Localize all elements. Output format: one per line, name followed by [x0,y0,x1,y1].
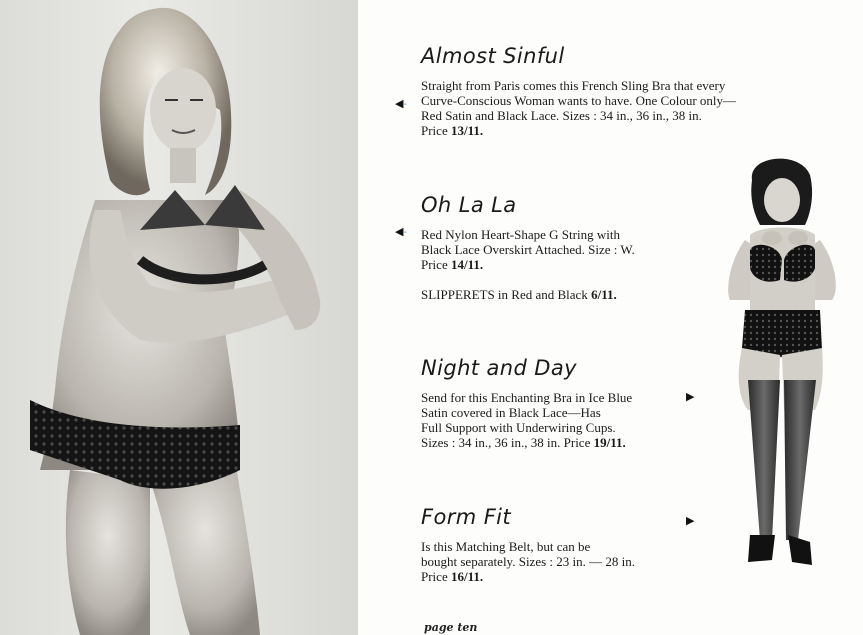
dash-icon: - [403,99,408,110]
product-description: Is this Matching Belt, but can be bought separately. Sizes : 23 in. — 28 in. Price 16/11. [421,539,635,584]
product-price: Price 13/11. [421,123,484,138]
left-model-photo [0,0,358,635]
arrow-left-icon: ◀ [395,225,404,238]
product-title: Night and Day [421,356,577,380]
product-price: Price 16/11. [421,569,484,584]
product-description: Send for this Enchanting Bra in Ice Blue Satin covered in Black Lace—Has Full Support with Underwiring Cups. Sizes : 34 in., 36 in., 38 in. Price 19/11. [421,390,633,450]
product-almost-sinful [421,44,841,138]
arrow-right-icon: ▶ [686,390,695,403]
left-arrow-marker-2 [395,226,407,238]
dash-icon: - [403,227,408,238]
product-price: Price 19/11. [563,435,626,450]
left-arrow-marker-1 [395,98,407,110]
product-description: Red Nylon Heart-Shape G String with Black Lace Overskirt Attached. Size : W. Price 14/11. [421,227,635,272]
product-description: Straight from Paris comes this French Sling Bra that every Curve-Conscious Woman wants to have. One Colour only— Red Satin and Black Lace. Sizes : 34 in., 36 in., 38 in. Price 13/11. [421,78,737,138]
product-title: Almost Sinful [421,44,565,68]
arrow-right-icon: ▶ [686,514,695,527]
left-model-illustration [0,0,358,635]
product-price: Price 14/11. [421,257,484,272]
page-number: page ten [424,621,478,634]
slipperets-line: SLIPPERETS in Red and Black 6/11. [421,287,617,302]
product-oh-la-la [421,193,841,302]
arrow-left-icon: ◀ [395,97,404,110]
product-title: Oh La La [421,193,517,217]
product-form-fit [421,505,841,584]
product-night-and-day [421,356,841,450]
product-title: Form Fit [421,505,512,529]
